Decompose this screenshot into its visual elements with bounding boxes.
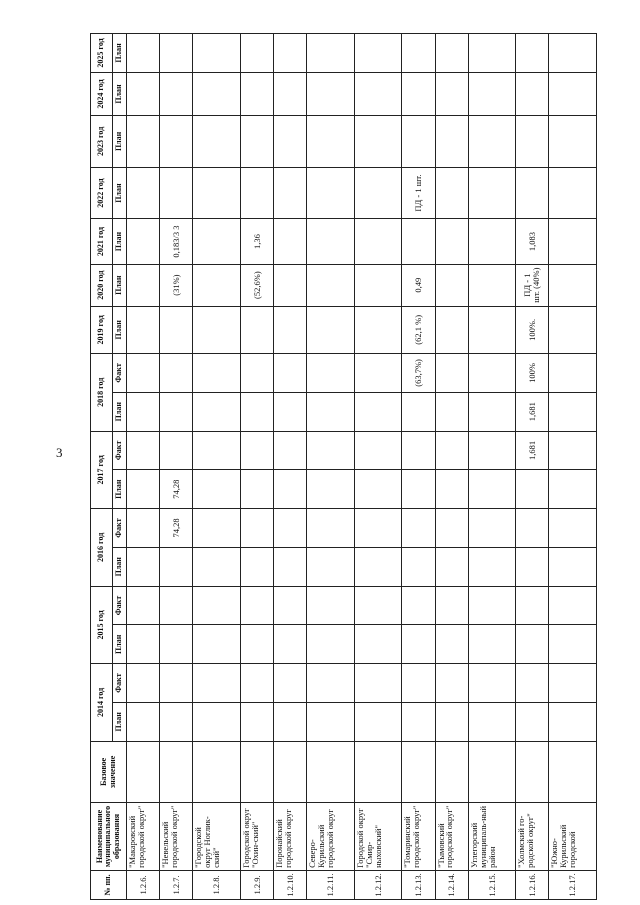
value-cell <box>274 547 307 586</box>
value-cell <box>193 392 240 431</box>
value-cell <box>516 167 549 219</box>
value-cell <box>435 702 468 741</box>
row-number: 1.2.16. <box>516 870 549 899</box>
value-cell <box>435 547 468 586</box>
value-cell <box>274 664 307 703</box>
value-cell <box>240 431 273 470</box>
header-plan: План <box>113 34 127 73</box>
value-cell <box>127 219 160 264</box>
value-cell: 1,681 <box>516 392 549 431</box>
value-cell: 1,083 <box>516 219 549 264</box>
value-cell <box>127 431 160 470</box>
value-cell <box>402 34 435 73</box>
value-cell <box>516 470 549 509</box>
value-cell: 74,28 <box>160 470 193 509</box>
value-cell <box>193 72 240 115</box>
value-cell <box>435 586 468 625</box>
value-cell <box>468 72 515 115</box>
value-cell <box>354 470 401 509</box>
value-cell <box>193 702 240 741</box>
value-cell <box>193 354 240 393</box>
value-cell <box>402 509 435 548</box>
value-cell <box>549 354 597 393</box>
value-cell: (31%) <box>160 264 193 306</box>
municipality-name: Углегорский муниципаль-ный район <box>468 803 515 871</box>
value-cell <box>127 264 160 306</box>
value-cell <box>193 219 240 264</box>
municipality-name: Городской округ "Охин-ский" <box>240 803 273 871</box>
value-cell <box>160 306 193 353</box>
value-cell <box>468 547 515 586</box>
value-cell <box>193 306 240 353</box>
value-cell <box>307 306 354 353</box>
value-cell <box>307 625 354 664</box>
value-cell <box>193 586 240 625</box>
value-cell <box>240 306 273 353</box>
table-row <box>435 34 468 900</box>
value-cell <box>516 116 549 168</box>
value-cell <box>549 586 597 625</box>
value-cell <box>240 116 273 168</box>
value-cell <box>274 470 307 509</box>
header-plan: План <box>113 547 127 586</box>
value-cell <box>549 547 597 586</box>
value-cell <box>274 702 307 741</box>
value-cell <box>402 219 435 264</box>
value-cell <box>468 392 515 431</box>
value-cell <box>402 625 435 664</box>
header-year: 2025 год <box>91 34 113 73</box>
value-cell <box>240 547 273 586</box>
value-cell <box>468 264 515 306</box>
value-cell <box>127 354 160 393</box>
value-cell <box>468 306 515 353</box>
value-cell <box>127 586 160 625</box>
value-cell <box>435 470 468 509</box>
value-cell <box>549 431 597 470</box>
base-value-cell <box>516 741 549 802</box>
header-name: Наименование муниципального образования <box>91 803 127 871</box>
row-number: 1.2.17. <box>549 870 597 899</box>
base-value-cell <box>435 741 468 802</box>
value-cell <box>402 547 435 586</box>
value-cell <box>160 625 193 664</box>
header-fact: Факт <box>113 664 127 703</box>
value-cell <box>240 625 273 664</box>
value-cell <box>160 72 193 115</box>
value-cell: 1,36 <box>240 219 273 264</box>
value-cell <box>516 664 549 703</box>
header-year: 2020 год <box>91 264 113 306</box>
value-cell: (63,7%) <box>402 354 435 393</box>
value-cell <box>516 34 549 73</box>
value-cell <box>274 306 307 353</box>
value-cell <box>516 547 549 586</box>
header-plan: План <box>113 116 127 168</box>
value-cell <box>468 664 515 703</box>
value-cell <box>549 219 597 264</box>
value-cell <box>435 392 468 431</box>
value-cell <box>274 72 307 115</box>
value-cell <box>127 702 160 741</box>
value-cell <box>516 625 549 664</box>
value-cell <box>127 547 160 586</box>
header-base: Базовое значение <box>91 741 127 802</box>
row-number: 1.2.14. <box>435 870 468 899</box>
header-plan: План <box>113 264 127 306</box>
value-cell <box>354 431 401 470</box>
table-wrapper <box>90 33 597 900</box>
value-cell <box>240 470 273 509</box>
value-cell <box>354 219 401 264</box>
header-plan: План <box>113 392 127 431</box>
value-cell <box>435 354 468 393</box>
value-cell <box>307 354 354 393</box>
value-cell <box>240 354 273 393</box>
value-cell <box>127 306 160 353</box>
base-value-cell <box>307 741 354 802</box>
value-cell <box>468 470 515 509</box>
table-row <box>468 34 515 900</box>
municipality-name: Северо-Курильский городской округ <box>307 803 354 871</box>
value-cell <box>354 625 401 664</box>
value-cell <box>160 586 193 625</box>
value-cell <box>354 392 401 431</box>
value-cell <box>549 116 597 168</box>
table-row <box>127 34 160 900</box>
value-cell: 100%. <box>516 306 549 353</box>
header-year: 2019 год <box>91 306 113 353</box>
value-cell <box>307 392 354 431</box>
municipality-name: "Холмский го-родской округ" <box>516 803 549 871</box>
value-cell <box>468 116 515 168</box>
value-cell <box>354 34 401 73</box>
value-cell <box>402 392 435 431</box>
table-row <box>240 34 273 900</box>
base-value-cell <box>468 741 515 802</box>
municipality-name: "Южно-Курильский городской <box>549 803 597 871</box>
value-cell: (52,6%) <box>240 264 273 306</box>
value-cell <box>402 586 435 625</box>
value-cell <box>435 625 468 664</box>
value-cell <box>549 702 597 741</box>
value-cell <box>193 116 240 168</box>
value-cell <box>127 664 160 703</box>
row-number: 1.2.12. <box>354 870 401 899</box>
value-cell <box>549 72 597 115</box>
table-row <box>193 34 240 900</box>
value-cell <box>160 167 193 219</box>
value-cell <box>468 625 515 664</box>
value-cell <box>274 116 307 168</box>
rotated-table-container <box>90 33 597 900</box>
value-cell <box>354 702 401 741</box>
base-value-cell <box>402 741 435 802</box>
value-cell <box>307 702 354 741</box>
header-fact: Факт <box>113 354 127 393</box>
value-cell <box>127 509 160 548</box>
value-cell <box>240 392 273 431</box>
value-cell <box>160 392 193 431</box>
value-cell <box>435 116 468 168</box>
value-cell: 0,49 <box>402 264 435 306</box>
base-value-cell <box>127 741 160 802</box>
value-cell <box>193 431 240 470</box>
header-plan: План <box>113 167 127 219</box>
table-row <box>549 34 597 900</box>
value-cell <box>307 167 354 219</box>
table-row <box>516 34 549 900</box>
value-cell <box>193 34 240 73</box>
value-cell <box>193 167 240 219</box>
value-cell <box>240 34 273 73</box>
value-cell <box>402 116 435 168</box>
value-cell <box>468 167 515 219</box>
value-cell <box>240 586 273 625</box>
municipality-name: "Городской округ Ноглик-ский" <box>193 803 240 871</box>
value-cell <box>435 167 468 219</box>
base-value-cell <box>160 741 193 802</box>
value-cell <box>402 72 435 115</box>
value-cell <box>127 34 160 73</box>
value-cell <box>127 392 160 431</box>
header-plan: План <box>113 625 127 664</box>
value-cell <box>435 431 468 470</box>
value-cell <box>435 72 468 115</box>
value-cell <box>435 664 468 703</box>
value-cell: ПД - 1 шт. <box>402 167 435 219</box>
page-number: 3 <box>56 445 63 460</box>
value-cell <box>160 702 193 741</box>
value-cell <box>307 547 354 586</box>
value-cell <box>516 72 549 115</box>
value-cell <box>549 470 597 509</box>
value-cell <box>307 219 354 264</box>
municipal-plan-table <box>90 33 597 900</box>
value-cell <box>468 586 515 625</box>
table-row <box>160 34 193 900</box>
value-cell <box>307 116 354 168</box>
value-cell <box>127 625 160 664</box>
value-cell <box>549 664 597 703</box>
table-body <box>127 34 597 900</box>
value-cell: 0,183/3 3 <box>160 219 193 264</box>
value-cell <box>274 34 307 73</box>
header-fact: Факт <box>113 509 127 548</box>
value-cell <box>354 116 401 168</box>
value-cell <box>402 702 435 741</box>
header-plan: План <box>113 702 127 741</box>
header-year: 2021 год <box>91 219 113 264</box>
header-plan: План <box>113 470 127 509</box>
value-cell <box>240 664 273 703</box>
base-value-cell <box>240 741 273 802</box>
value-cell <box>193 509 240 548</box>
value-cell <box>354 72 401 115</box>
value-cell <box>240 702 273 741</box>
base-value-cell <box>274 741 307 802</box>
row-number: 1.2.6. <box>127 870 160 899</box>
table-row <box>307 34 354 900</box>
value-cell <box>307 72 354 115</box>
header-year: 2015 год <box>91 586 113 664</box>
value-cell <box>274 431 307 470</box>
value-cell <box>307 34 354 73</box>
municipality-name: "Невельский городской округ" <box>160 803 193 871</box>
value-cell <box>240 167 273 219</box>
value-cell <box>354 586 401 625</box>
value-cell <box>354 664 401 703</box>
municipality-name: "Томаринский городской округ" <box>402 803 435 871</box>
value-cell <box>127 470 160 509</box>
header-year: 2023 год <box>91 116 113 168</box>
base-value-cell <box>193 741 240 802</box>
value-cell <box>468 431 515 470</box>
value-cell <box>354 547 401 586</box>
municipality-name: "Тымовский городской округ" <box>435 803 468 871</box>
header-fact: Факт <box>113 431 127 470</box>
value-cell: 1,681 <box>516 431 549 470</box>
value-cell <box>549 509 597 548</box>
value-cell <box>193 547 240 586</box>
header-year: 2018 год <box>91 354 113 432</box>
value-cell <box>435 264 468 306</box>
value-cell: (62,1 %) <box>402 306 435 353</box>
table-row <box>354 34 401 900</box>
value-cell <box>274 354 307 393</box>
value-cell <box>274 586 307 625</box>
value-cell <box>516 702 549 741</box>
value-cell <box>402 664 435 703</box>
value-cell <box>354 509 401 548</box>
municipality-name: Городской округ "Смир-ныховский" <box>354 803 401 871</box>
value-cell <box>549 625 597 664</box>
value-cell <box>354 354 401 393</box>
value-cell <box>516 586 549 625</box>
value-cell <box>516 509 549 548</box>
municipality-name: Поронайский городской округ <box>274 803 307 871</box>
value-cell <box>274 264 307 306</box>
value-cell <box>468 509 515 548</box>
value-cell <box>160 354 193 393</box>
row-number: 1.2.7. <box>160 870 193 899</box>
table-row <box>402 34 435 900</box>
value-cell <box>307 264 354 306</box>
header-year: 2024 год <box>91 72 113 115</box>
municipality-name: "Макаровский городской округ" <box>127 803 160 871</box>
header-plan: План <box>113 219 127 264</box>
value-cell <box>307 664 354 703</box>
row-number: 1.2.10. <box>274 870 307 899</box>
value-cell <box>402 470 435 509</box>
value-cell <box>160 116 193 168</box>
value-cell <box>468 354 515 393</box>
table-row <box>274 34 307 900</box>
value-cell <box>307 470 354 509</box>
value-cell <box>402 431 435 470</box>
header-year: 2016 год <box>91 509 113 587</box>
value-cell <box>549 264 597 306</box>
value-cell <box>549 167 597 219</box>
value-cell <box>435 306 468 353</box>
value-cell <box>435 509 468 548</box>
value-cell <box>160 431 193 470</box>
row-number: 1.2.9. <box>240 870 273 899</box>
header-year: 2022 год <box>91 167 113 219</box>
value-cell <box>160 547 193 586</box>
value-cell <box>468 34 515 73</box>
value-cell <box>354 306 401 353</box>
value-cell <box>307 431 354 470</box>
value-cell <box>435 219 468 264</box>
value-cell <box>127 72 160 115</box>
value-cell: ПД - 1 шт. (40%) <box>516 264 549 306</box>
base-value-cell <box>549 741 597 802</box>
value-cell <box>354 167 401 219</box>
value-cell <box>274 625 307 664</box>
header-year: 2014 год <box>91 664 113 742</box>
value-cell: 100% <box>516 354 549 393</box>
value-cell <box>193 264 240 306</box>
value-cell <box>549 34 597 73</box>
value-cell <box>127 167 160 219</box>
value-cell <box>354 264 401 306</box>
row-number: 1.2.15. <box>468 870 515 899</box>
base-value-cell <box>354 741 401 802</box>
value-cell: 74,28 <box>160 509 193 548</box>
value-cell <box>307 509 354 548</box>
value-cell <box>193 664 240 703</box>
value-cell <box>468 702 515 741</box>
value-cell <box>193 625 240 664</box>
row-number: 1.2.11. <box>307 870 354 899</box>
row-number: 1.2.8. <box>193 870 240 899</box>
value-cell <box>468 219 515 264</box>
value-cell <box>160 664 193 703</box>
value-cell <box>127 116 160 168</box>
value-cell <box>193 470 240 509</box>
row-number: 1.2.13. <box>402 870 435 899</box>
header-year: 2017 год <box>91 431 113 509</box>
value-cell <box>435 34 468 73</box>
header-no: № пп. <box>91 870 127 899</box>
value-cell <box>160 34 193 73</box>
value-cell <box>240 72 273 115</box>
value-cell <box>274 219 307 264</box>
value-cell <box>549 306 597 353</box>
value-cell <box>240 509 273 548</box>
header-plan: План <box>113 306 127 353</box>
value-cell <box>307 586 354 625</box>
value-cell <box>274 509 307 548</box>
value-cell <box>274 392 307 431</box>
header-fact: Факт <box>113 586 127 625</box>
value-cell <box>274 167 307 219</box>
header-plan: План <box>113 72 127 115</box>
value-cell <box>549 392 597 431</box>
